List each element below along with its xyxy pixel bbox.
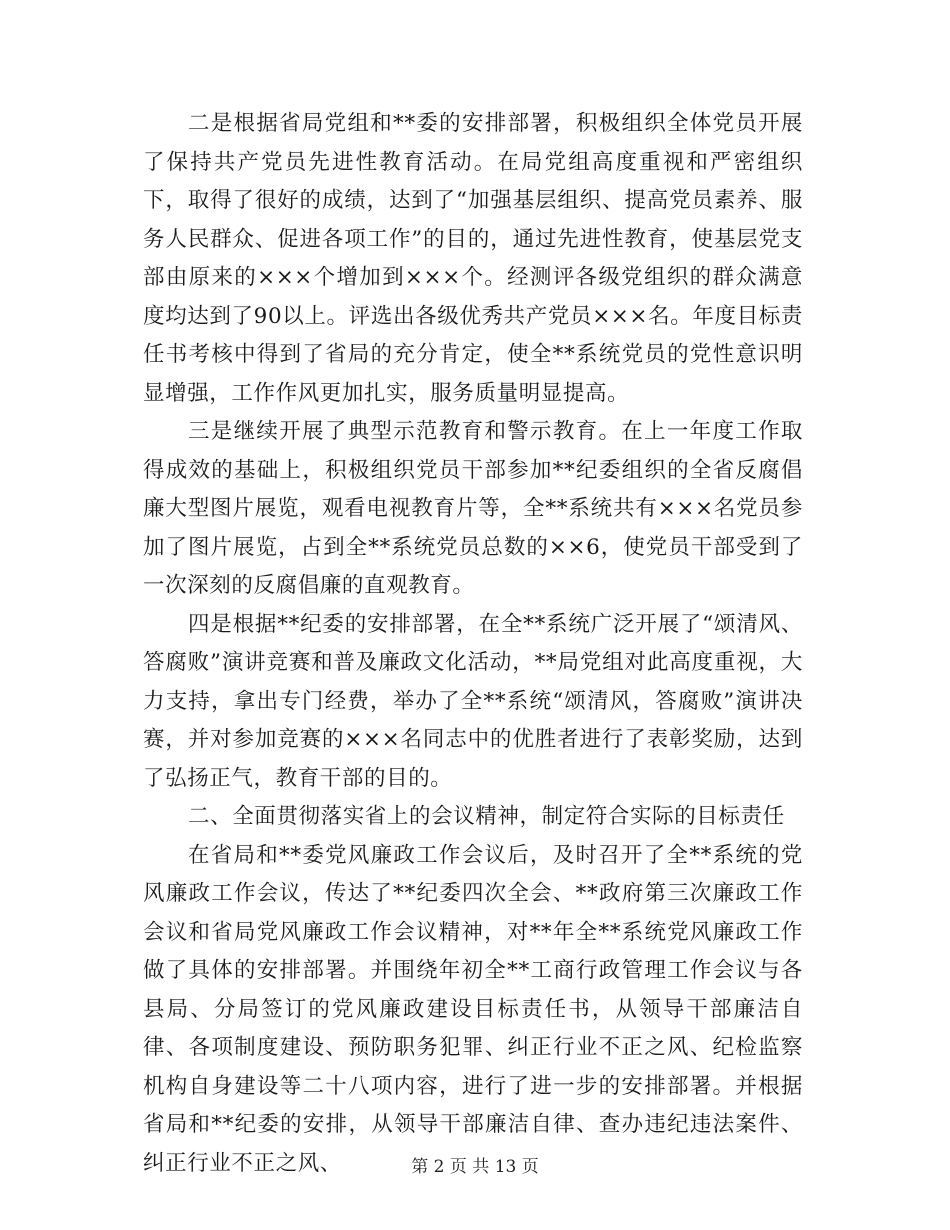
section-heading: 二、全面贯彻落实省上的会议精神，制定符合实际的目标责任 xyxy=(188,804,785,829)
paragraph-warning-education: 三是继续开展了典型示范教育和警示教育。在上一年度工作取得成效的基础上，积极组织党员干部参加**纪委组织的全省反腐倡廉大型图片展览，观看电视教育片等，全**系统共有×××名党员参加了图片展览，占到全**系统党员总数的××6，使党员干部受到了一次深刻的反腐倡廉的直观教育。 xyxy=(143,419,803,598)
document-body xyxy=(143,105,803,1183)
page-footer: 第 2 页 共 13 页 xyxy=(411,1157,539,1177)
paragraph-meeting-spirit: 在省局和**委党风廉政工作会议后，及时召开了全**系统的党风廉政工作会议，传达了**纪委四次全会、**政府第三次廉政工作会议和省局党风廉政工作会议精神，对**年全**系统党风廉政工作做了具体的安排部署。并围绕年初全**工商行政管理工作会议与各县局、分局签订的党风廉政建设目标责任书，从领导干部廉洁自律、各项制度建设、预防职务犯罪、纠正行业不正之风、纪检监察机构自身建设等二十八项内容，进行了进一步的安排部署。并根据省局和**纪委的安排，从领导干部廉洁自律、查办违纪违法案件、纠正行业不正之风、 xyxy=(143,842,803,1176)
paragraph-party-education: 二是根据省局党组和**委的安排部署，积极组织全体党员开展了保持共产党员先进性教育活动。在局党组高度重视和严密组织下，取得了很好的成绩，达到了“加强基层组织、提高党员素养、服务人民群众、促进各项工作”的目的，通过先进性教育，使基层党支部由原来的×××个增加到×××个。经测评各级党组织的群众满意度均达到了90以上。评选出各级优秀共产党员×××名。年度目标责任书考核中得到了省局的充分肯定，使全**系统党员的党性意识明显增强，工作作风更加扎实，服务质量明显提高。 xyxy=(143,111,803,406)
paragraph-speech-contest: 四是根据**纪委的安排部署，在全**系统广泛开展了“颂清风、答腐败”演讲竞赛和普及廉政文化活动，**局党组对此高度重视，大力支持，拿出专门经费，举办了全**系统“颂清风，答腐败”演讲决赛，并对参加竞赛的×××名同志中的优胜者进行了表彰奖励，达到了弘扬正气，教育干部的目的。 xyxy=(143,611,803,791)
